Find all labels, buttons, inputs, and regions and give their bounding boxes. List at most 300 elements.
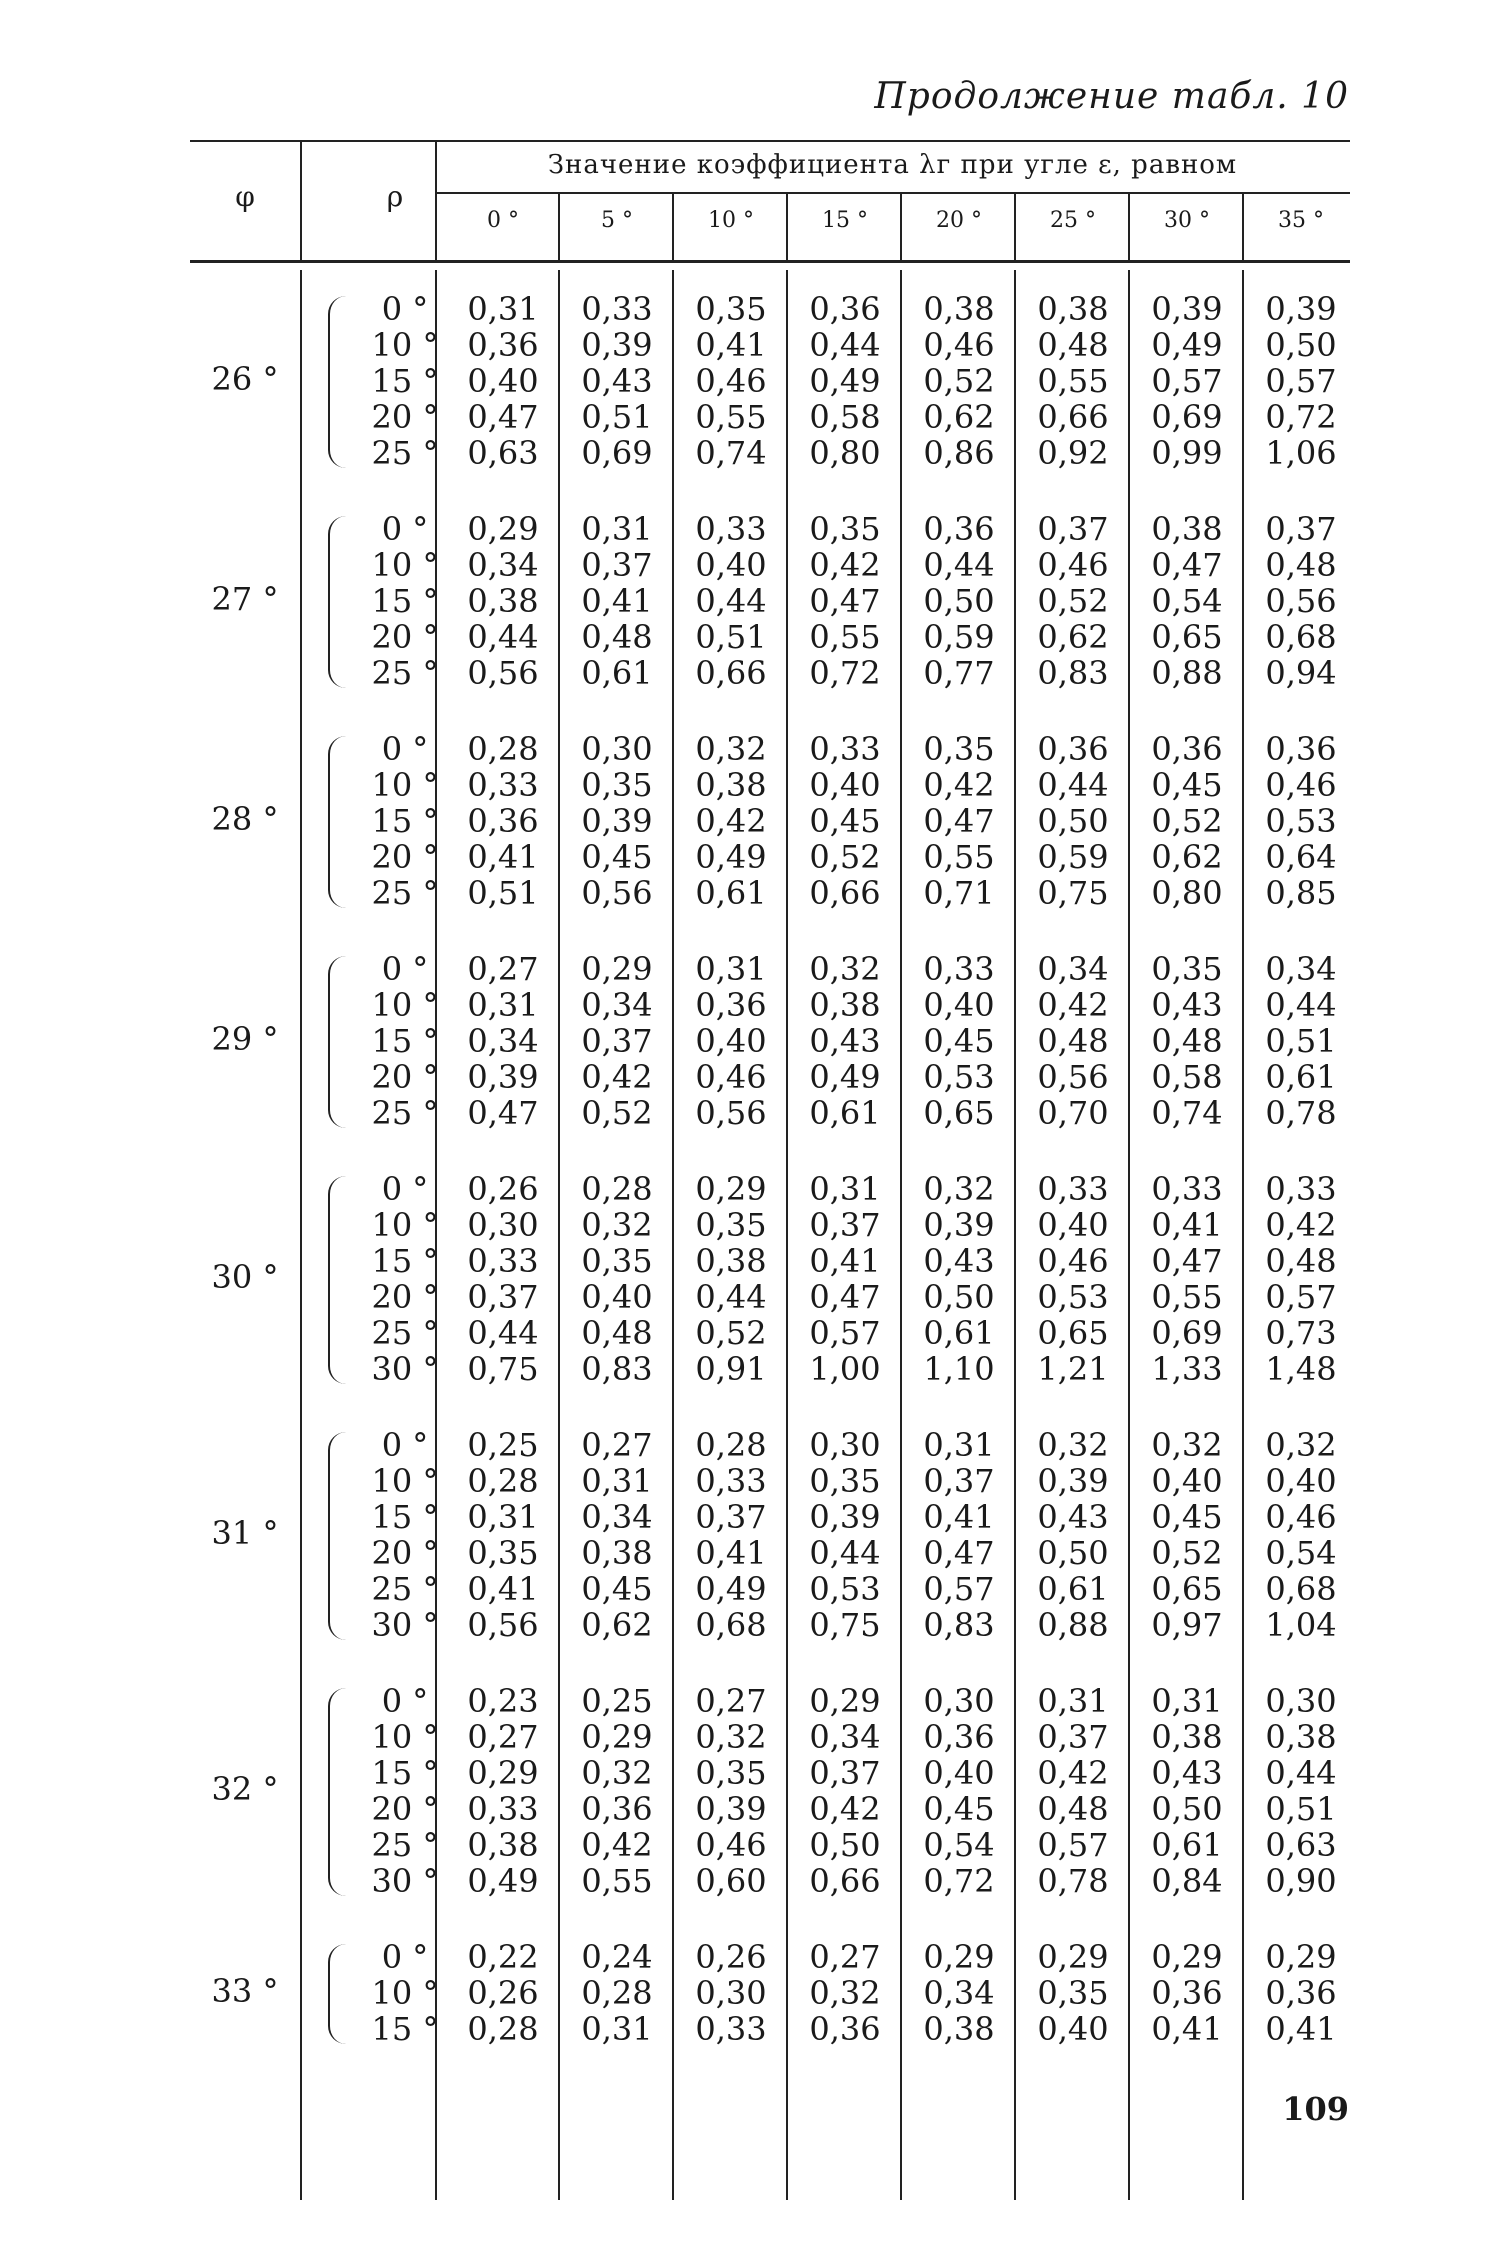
- coef-cell: 0,88: [1151, 654, 1223, 692]
- column-divider: [300, 140, 302, 260]
- phi-value: 28 °: [211, 800, 279, 838]
- coef-cell: 0,43: [1151, 1754, 1223, 1792]
- coef-cell: 1,00: [809, 1350, 881, 1388]
- coef-cell: 0,85: [1265, 874, 1337, 912]
- rho-value: 0 °: [381, 1170, 429, 1208]
- coef-cell: 0,91: [695, 1350, 767, 1388]
- coef-cell: 0,41: [581, 582, 653, 620]
- rho-value: 20 °: [371, 1790, 439, 1828]
- coef-cell: 0,33: [695, 1462, 767, 1500]
- coef-cell: 0,33: [809, 730, 881, 768]
- coef-cell: 0,39: [923, 1206, 995, 1244]
- coef-cell: 0,50: [923, 1278, 995, 1316]
- coef-cell: 0,39: [809, 1498, 881, 1536]
- coef-cell: 0,68: [1265, 1570, 1337, 1608]
- rho-value: 10 °: [371, 986, 439, 1024]
- page-number: 109: [1282, 2090, 1349, 2128]
- coef-cell: 0,45: [1151, 1498, 1223, 1536]
- coef-cell: 0,39: [467, 1058, 539, 1096]
- coef-cell: 0,27: [467, 950, 539, 988]
- coef-cell: 0,56: [1265, 582, 1337, 620]
- coef-cell: 0,29: [1151, 1938, 1223, 1976]
- coef-cell: 0,52: [1037, 582, 1109, 620]
- column-divider: [1014, 192, 1016, 260]
- coef-cell: 0,45: [581, 1570, 653, 1608]
- coef-cell: 0,41: [467, 1570, 539, 1608]
- coef-cell: 0,66: [695, 654, 767, 692]
- coef-cell: 0,37: [1265, 510, 1337, 548]
- coef-cell: 0,32: [809, 950, 881, 988]
- coef-cell: 1,04: [1265, 1606, 1337, 1644]
- coef-cell: 0,37: [695, 1498, 767, 1536]
- coef-cell: 0,28: [581, 1170, 653, 1208]
- coef-cell: 0,51: [695, 618, 767, 656]
- col-header-6: 30 °: [1164, 208, 1210, 233]
- coef-cell: 0,47: [1151, 546, 1223, 584]
- coef-cell: 1,06: [1265, 434, 1337, 472]
- coef-cell: 0,55: [1151, 1278, 1223, 1316]
- table-caption: Продолжение табл. 10: [874, 76, 1349, 117]
- coef-cell: 0,50: [923, 582, 995, 620]
- coef-cell: 0,61: [1037, 1570, 1109, 1608]
- coef-cell: 0,42: [809, 546, 881, 584]
- coef-cell: 0,38: [1151, 510, 1223, 548]
- column-divider: [900, 192, 902, 260]
- coef-cell: 0,46: [1265, 766, 1337, 804]
- coef-cell: 0,42: [1037, 986, 1109, 1024]
- table-row: [190, 510, 1350, 546]
- coef-cell: 0,57: [923, 1570, 995, 1608]
- coef-cell: 0,83: [1037, 654, 1109, 692]
- coef-cell: 0,38: [695, 766, 767, 804]
- coef-cell: 0,29: [809, 1682, 881, 1720]
- coef-cell: 0,31: [1037, 1682, 1109, 1720]
- coef-cell: 0,53: [809, 1570, 881, 1608]
- coef-cell: 0,27: [467, 1718, 539, 1756]
- header-phi: φ: [235, 180, 255, 213]
- rho-value: 25 °: [371, 1570, 439, 1608]
- coef-cell: 1,48: [1265, 1350, 1337, 1388]
- coef-cell: 0,50: [1265, 326, 1337, 364]
- column-divider: [558, 192, 560, 260]
- table-row: [190, 986, 1350, 1022]
- rho-value: 10 °: [371, 1974, 439, 2012]
- coef-cell: 0,24: [581, 1938, 653, 1976]
- coef-cell: 0,28: [467, 730, 539, 768]
- coef-cell: 0,37: [1037, 1718, 1109, 1756]
- table-row: [190, 362, 1350, 398]
- coef-cell: 0,56: [467, 1606, 539, 1644]
- coef-cell: 0,51: [467, 874, 539, 912]
- coef-cell: 0,32: [1265, 1426, 1337, 1464]
- coef-cell: 0,38: [581, 1534, 653, 1572]
- coef-cell: 0,42: [581, 1058, 653, 1096]
- coef-cell: 0,70: [1037, 1094, 1109, 1132]
- coef-cell: 0,37: [581, 546, 653, 584]
- coef-cell: 0,42: [923, 766, 995, 804]
- coef-cell: 0,88: [1037, 1606, 1109, 1644]
- coef-cell: 0,32: [1037, 1426, 1109, 1464]
- header-span-title: Значение коэффициента λг при угле ε, равном: [547, 150, 1238, 180]
- coef-cell: 0,40: [695, 1022, 767, 1060]
- coef-cell: 0,65: [1151, 1570, 1223, 1608]
- coef-cell: 0,56: [581, 874, 653, 912]
- table-row: [190, 434, 1350, 470]
- coef-cell: 0,36: [809, 290, 881, 328]
- table-row: [190, 546, 1350, 582]
- rho-value: 30 °: [371, 1606, 439, 1644]
- coef-cell: 0,30: [923, 1682, 995, 1720]
- coef-cell: 0,47: [809, 582, 881, 620]
- table-row: [190, 1170, 1350, 1206]
- coef-cell: 0,37: [467, 1278, 539, 1316]
- table-row: [190, 1826, 1350, 1862]
- coef-cell: 0,48: [1037, 326, 1109, 364]
- coef-cell: 0,40: [923, 1754, 995, 1792]
- coef-cell: 0,47: [809, 1278, 881, 1316]
- rho-value: 15 °: [371, 1754, 439, 1792]
- coef-cell: 0,45: [923, 1790, 995, 1828]
- table-row: [190, 1718, 1350, 1754]
- phi-value: 33 °: [211, 1972, 279, 2010]
- rho-value: 15 °: [371, 2010, 439, 2048]
- coef-cell: 0,80: [1151, 874, 1223, 912]
- coef-cell: 0,37: [1037, 510, 1109, 548]
- coef-cell: 0,49: [1151, 326, 1223, 364]
- coef-cell: 0,36: [695, 986, 767, 1024]
- header-bottom-rule: [190, 260, 1350, 263]
- col-header-5: 25 °: [1050, 208, 1096, 233]
- coef-cell: 0,35: [1151, 950, 1223, 988]
- coef-cell: 0,40: [467, 362, 539, 400]
- coef-cell: 0,30: [581, 730, 653, 768]
- phi-group: [190, 1426, 1350, 1642]
- coef-cell: 0,72: [1265, 398, 1337, 436]
- coef-cell: 0,44: [467, 618, 539, 656]
- coef-cell: 0,41: [467, 838, 539, 876]
- coef-cell: 0,57: [1265, 1278, 1337, 1316]
- coef-cell: 0,37: [923, 1462, 995, 1500]
- coef-cell: 0,72: [923, 1862, 995, 1900]
- rho-value: 15 °: [371, 1022, 439, 1060]
- coef-cell: 0,36: [467, 802, 539, 840]
- coef-cell: 0,35: [581, 1242, 653, 1280]
- coef-cell: 0,37: [809, 1754, 881, 1792]
- coef-cell: 0,42: [1037, 1754, 1109, 1792]
- coef-cell: 0,33: [1151, 1170, 1223, 1208]
- coef-cell: 0,41: [923, 1498, 995, 1536]
- coef-cell: 0,68: [1265, 618, 1337, 656]
- coef-cell: 0,61: [581, 654, 653, 692]
- coef-cell: 0,38: [467, 582, 539, 620]
- coef-cell: 0,36: [809, 2010, 881, 2048]
- coef-cell: 0,38: [1265, 1718, 1337, 1756]
- table-row: [190, 654, 1350, 690]
- coef-cell: 0,25: [467, 1426, 539, 1464]
- rho-value: 10 °: [371, 326, 439, 364]
- coef-cell: 0,36: [923, 1718, 995, 1756]
- coef-cell: 0,50: [1151, 1790, 1223, 1828]
- coef-cell: 0,38: [695, 1242, 767, 1280]
- coef-cell: 0,34: [581, 986, 653, 1024]
- coef-cell: 0,52: [1151, 1534, 1223, 1572]
- table-row: [190, 1498, 1350, 1534]
- rho-value: 0 °: [381, 510, 429, 548]
- col-header-2: 10 °: [708, 208, 754, 233]
- rho-value: 0 °: [381, 1682, 429, 1720]
- coef-cell: 0,49: [695, 1570, 767, 1608]
- coef-cell: 0,31: [467, 290, 539, 328]
- coef-cell: 0,29: [467, 510, 539, 548]
- coef-cell: 0,33: [581, 290, 653, 328]
- coef-cell: 0,39: [581, 802, 653, 840]
- rho-value: 10 °: [371, 1206, 439, 1244]
- coef-cell: 0,28: [467, 1462, 539, 1500]
- rho-value: 25 °: [371, 654, 439, 692]
- rho-value: 20 °: [371, 838, 439, 876]
- coef-cell: 0,27: [581, 1426, 653, 1464]
- coef-cell: 0,33: [467, 766, 539, 804]
- coef-cell: 0,48: [1151, 1022, 1223, 1060]
- coef-cell: 0,43: [809, 1022, 881, 1060]
- coef-cell: 1,33: [1151, 1350, 1223, 1388]
- coef-cell: 0,38: [467, 1826, 539, 1864]
- coef-cell: 0,43: [581, 362, 653, 400]
- coef-cell: 0,42: [1265, 1206, 1337, 1244]
- coef-cell: 0,49: [467, 1862, 539, 1900]
- coef-cell: 0,29: [581, 950, 653, 988]
- coef-cell: 0,80: [809, 434, 881, 472]
- phi-group: [190, 950, 1350, 1130]
- coef-cell: 0,34: [467, 546, 539, 584]
- coef-cell: 0,48: [581, 618, 653, 656]
- coef-cell: 0,44: [695, 582, 767, 620]
- coef-cell: 0,40: [1037, 1206, 1109, 1244]
- coef-cell: 0,38: [1151, 1718, 1223, 1756]
- table-row: [190, 950, 1350, 986]
- coef-cell: 0,84: [1151, 1862, 1223, 1900]
- coef-cell: 0,55: [809, 618, 881, 656]
- coef-cell: 0,31: [581, 510, 653, 548]
- coef-cell: 0,42: [581, 1826, 653, 1864]
- coef-cell: 0,29: [1037, 1938, 1109, 1976]
- coef-cell: 0,45: [581, 838, 653, 876]
- coef-cell: 0,59: [1037, 838, 1109, 876]
- coef-cell: 0,44: [923, 546, 995, 584]
- coef-cell: 0,63: [1265, 1826, 1337, 1864]
- coef-cell: 0,41: [1265, 2010, 1337, 2048]
- coef-cell: 0,64: [1265, 838, 1337, 876]
- col-header-7: 35 °: [1278, 208, 1324, 233]
- coef-cell: 0,35: [809, 1462, 881, 1500]
- coef-cell: 0,50: [809, 1826, 881, 1864]
- table-row: [190, 1022, 1350, 1058]
- coef-cell: 0,78: [1265, 1094, 1337, 1132]
- coef-cell: 0,99: [1151, 434, 1223, 472]
- rho-value: 15 °: [371, 1498, 439, 1536]
- table-row: [190, 1350, 1350, 1386]
- rho-value: 10 °: [371, 1462, 439, 1500]
- col-header-4: 20 °: [936, 208, 982, 233]
- coef-cell: 0,51: [1265, 1790, 1337, 1828]
- coef-cell: 0,36: [581, 1790, 653, 1828]
- coef-cell: 0,66: [809, 874, 881, 912]
- rho-value: 15 °: [371, 362, 439, 400]
- table-row: [190, 1682, 1350, 1718]
- coef-cell: 0,52: [581, 1094, 653, 1132]
- phi-value: 27 °: [211, 580, 279, 618]
- coef-cell: 0,29: [1265, 1938, 1337, 1976]
- coef-cell: 0,61: [923, 1314, 995, 1352]
- coef-cell: 0,32: [581, 1206, 653, 1244]
- coef-cell: 0,36: [1151, 1974, 1223, 2012]
- coef-cell: 0,31: [581, 2010, 653, 2048]
- coef-cell: 0,52: [695, 1314, 767, 1352]
- rho-value: 20 °: [371, 1278, 439, 1316]
- coef-cell: 0,39: [1265, 290, 1337, 328]
- rho-value: 25 °: [371, 1314, 439, 1352]
- coef-cell: 0,46: [695, 1058, 767, 1096]
- coef-cell: 0,29: [695, 1170, 767, 1208]
- coef-cell: 0,26: [467, 1974, 539, 2012]
- coef-cell: 0,30: [1265, 1682, 1337, 1720]
- rho-value: 10 °: [371, 546, 439, 584]
- coef-cell: 0,28: [467, 2010, 539, 2048]
- coef-cell: 0,86: [923, 434, 995, 472]
- coef-cell: 0,29: [923, 1938, 995, 1976]
- coef-cell: 0,55: [695, 398, 767, 436]
- rho-value: 20 °: [371, 1058, 439, 1096]
- table-row: [190, 326, 1350, 362]
- coef-cell: 0,65: [1037, 1314, 1109, 1352]
- coef-cell: 0,31: [923, 1426, 995, 1464]
- coef-cell: 0,45: [809, 802, 881, 840]
- phi-value: 32 °: [211, 1770, 279, 1808]
- table-row: [190, 582, 1350, 618]
- column-divider: [435, 140, 437, 260]
- coef-cell: 0,57: [1265, 362, 1337, 400]
- coef-cell: 0,53: [923, 1058, 995, 1096]
- rho-value: 30 °: [371, 1862, 439, 1900]
- coef-cell: 0,44: [1265, 1754, 1337, 1792]
- coef-cell: 0,53: [1265, 802, 1337, 840]
- coef-cell: 0,41: [809, 1242, 881, 1280]
- coef-cell: 0,62: [1037, 618, 1109, 656]
- coef-cell: 0,57: [809, 1314, 881, 1352]
- coef-cell: 0,75: [809, 1606, 881, 1644]
- coef-cell: 0,49: [695, 838, 767, 876]
- coef-cell: 0,44: [1265, 986, 1337, 1024]
- rho-value: 25 °: [371, 874, 439, 912]
- coef-cell: 0,40: [809, 766, 881, 804]
- coef-cell: 0,39: [1037, 1462, 1109, 1500]
- rho-value: 20 °: [371, 398, 439, 436]
- coef-cell: 0,41: [695, 326, 767, 364]
- coef-cell: 0,22: [467, 1938, 539, 1976]
- coef-cell: 0,62: [1151, 838, 1223, 876]
- coef-cell: 0,56: [1037, 1058, 1109, 1096]
- coef-cell: 1,10: [923, 1350, 995, 1388]
- coef-cell: 0,27: [809, 1938, 881, 1976]
- coef-cell: 0,31: [581, 1462, 653, 1500]
- coef-cell: 0,36: [467, 326, 539, 364]
- coef-cell: 0,74: [1151, 1094, 1223, 1132]
- coef-cell: 0,36: [923, 510, 995, 548]
- coef-cell: 0,25: [581, 1682, 653, 1720]
- table-row: [190, 398, 1350, 434]
- coef-cell: 0,35: [923, 730, 995, 768]
- column-divider: [786, 192, 788, 260]
- table-row: [190, 1462, 1350, 1498]
- coef-cell: 0,56: [695, 1094, 767, 1132]
- coef-cell: 0,44: [695, 1278, 767, 1316]
- coef-cell: 0,48: [581, 1314, 653, 1352]
- coef-cell: 0,48: [1037, 1790, 1109, 1828]
- table-row: [190, 1426, 1350, 1462]
- coef-cell: 0,39: [1151, 290, 1223, 328]
- coef-cell: 0,34: [923, 1974, 995, 2012]
- header-mid-rule: [435, 192, 1350, 194]
- table-row: [190, 2010, 1350, 2046]
- coef-cell: 0,35: [581, 766, 653, 804]
- coef-cell: 0,46: [1265, 1498, 1337, 1536]
- coef-cell: 0,35: [467, 1534, 539, 1572]
- coef-cell: 0,37: [581, 1022, 653, 1060]
- coef-cell: 0,52: [1151, 802, 1223, 840]
- coef-cell: 0,32: [695, 730, 767, 768]
- coef-cell: 0,33: [1037, 1170, 1109, 1208]
- coef-cell: 0,47: [467, 1094, 539, 1132]
- coef-cell: 0,32: [581, 1754, 653, 1792]
- coef-cell: 0,61: [1265, 1058, 1337, 1096]
- coef-cell: 0,54: [923, 1826, 995, 1864]
- coef-cell: 0,55: [923, 838, 995, 876]
- coef-cell: 0,33: [1265, 1170, 1337, 1208]
- table-row: [190, 1094, 1350, 1130]
- rho-value: 25 °: [371, 434, 439, 472]
- coef-cell: 0,61: [695, 874, 767, 912]
- phi-value: 29 °: [211, 1020, 279, 1058]
- coef-cell: 0,34: [1037, 950, 1109, 988]
- table-row: [190, 730, 1350, 766]
- coef-cell: 0,38: [1037, 290, 1109, 328]
- coef-cell: 0,39: [695, 1790, 767, 1828]
- coef-cell: 0,97: [1151, 1606, 1223, 1644]
- coef-cell: 0,48: [1265, 546, 1337, 584]
- coef-cell: 0,60: [695, 1862, 767, 1900]
- column-divider: [1128, 192, 1130, 260]
- coef-cell: 0,74: [695, 434, 767, 472]
- coef-cell: 0,31: [467, 1498, 539, 1536]
- rho-value: 20 °: [371, 618, 439, 656]
- coef-cell: 0,47: [1151, 1242, 1223, 1280]
- top-rule: [190, 140, 1350, 142]
- coef-cell: 0,43: [923, 1242, 995, 1280]
- coef-cell: 0,34: [1265, 950, 1337, 988]
- coef-cell: 0,43: [1151, 986, 1223, 1024]
- coef-cell: 0,30: [467, 1206, 539, 1244]
- coef-cell: 0,54: [1265, 1534, 1337, 1572]
- coef-cell: 0,46: [923, 326, 995, 364]
- coef-cell: 0,51: [581, 398, 653, 436]
- coef-cell: 0,65: [923, 1094, 995, 1132]
- table-row: [190, 874, 1350, 910]
- rho-value: 10 °: [371, 766, 439, 804]
- coef-cell: 0,49: [809, 362, 881, 400]
- coef-cell: 0,49: [809, 1058, 881, 1096]
- coef-cell: 0,36: [1037, 730, 1109, 768]
- rho-value: 0 °: [381, 950, 429, 988]
